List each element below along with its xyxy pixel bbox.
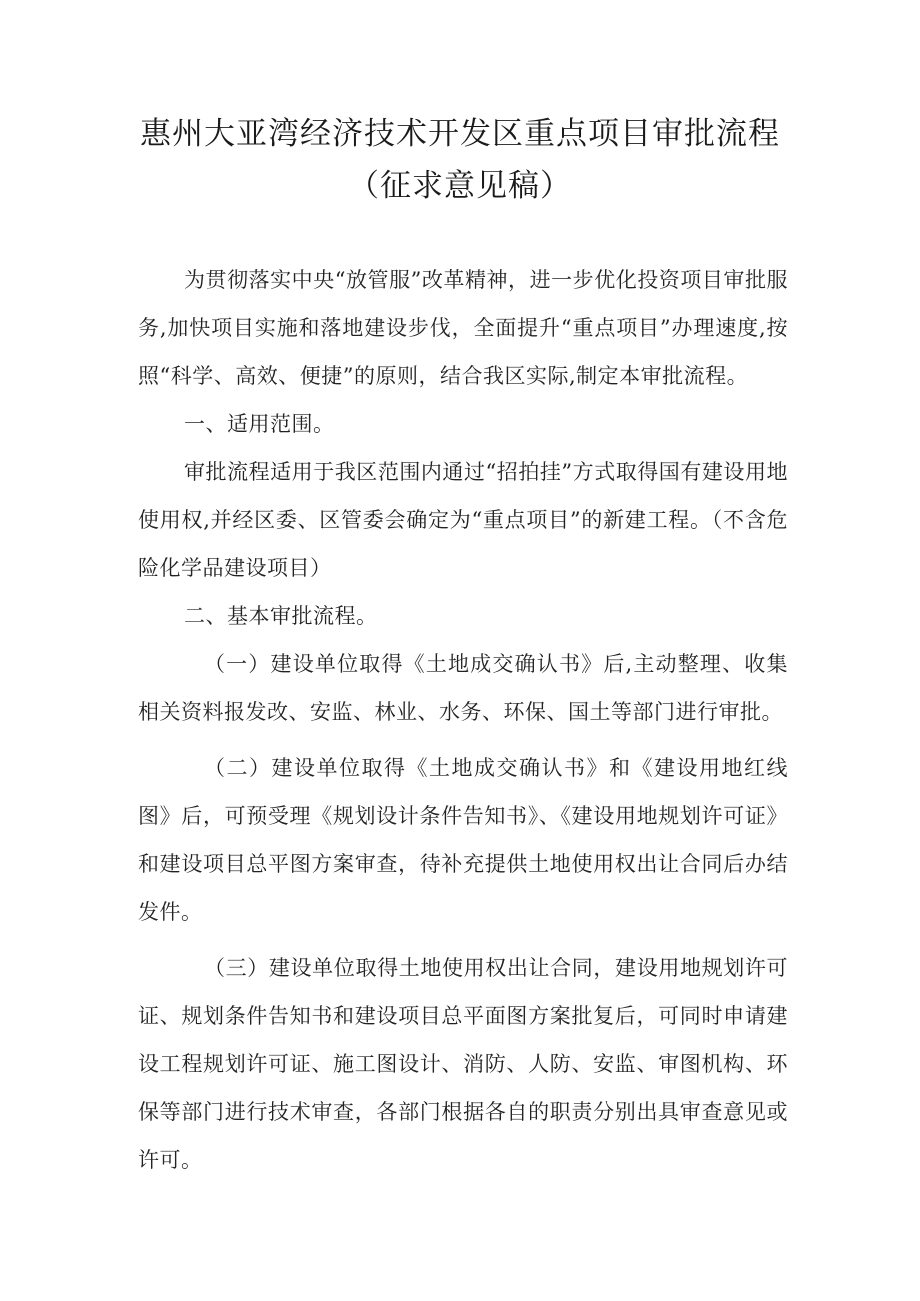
section-heading-scope: 一、适用范围。	[184, 412, 335, 436]
scope-paragraph: 审批流程适用于我区范围内通过“招拍挂”方式取得国有建设用地使用权,并经区委、区管委会确定为“重点项目”的新建工程。（不含危险化学品建设项目）	[138, 460, 788, 580]
section-heading-process: 二、基本审批流程。	[184, 604, 378, 628]
process-item-2: （二）建设单位取得《土地成交确认书》和《建设用地红线图》后，可预受理《规划设计条件告知书》、《建设用地规划许可证》和建设项目总平图方案审查，待补充提供土地使用权出让合同后办结发件。	[138, 756, 788, 924]
process-item-1: （一）建设单位取得《土地成交确认书》后,主动整理、收集相关资料报发改、安监、林业、水务、环保、国土等部门进行审批。	[138, 652, 788, 724]
process-item-3: （三）建设单位取得土地使用权出让合同，建设用地规划许可证、规划条件告知书和建设项目总平面图方案批复后，可同时申请建设工程规划许可证、施工图设计、消防、人防、安监、审图机构、环保等部门进行技术审查，各部门根据各自的职责分别出具审查意见或许可。	[138, 956, 788, 1172]
intro-paragraph: 为贯彻落实中央“放管服”改革精神，进一步优化投资项目审批服务,加快项目实施和落地建设步伐，全面提升“重点项目”办理速度,按照“科学、高效、便捷”的原则，结合我区实际,制定本审批流程。	[138, 268, 788, 388]
document-body	[138, 256, 788, 1184]
document-title: 惠州大亚湾经济技术开发区重点项目审批流程（征求意见稿）	[140, 116, 780, 204]
